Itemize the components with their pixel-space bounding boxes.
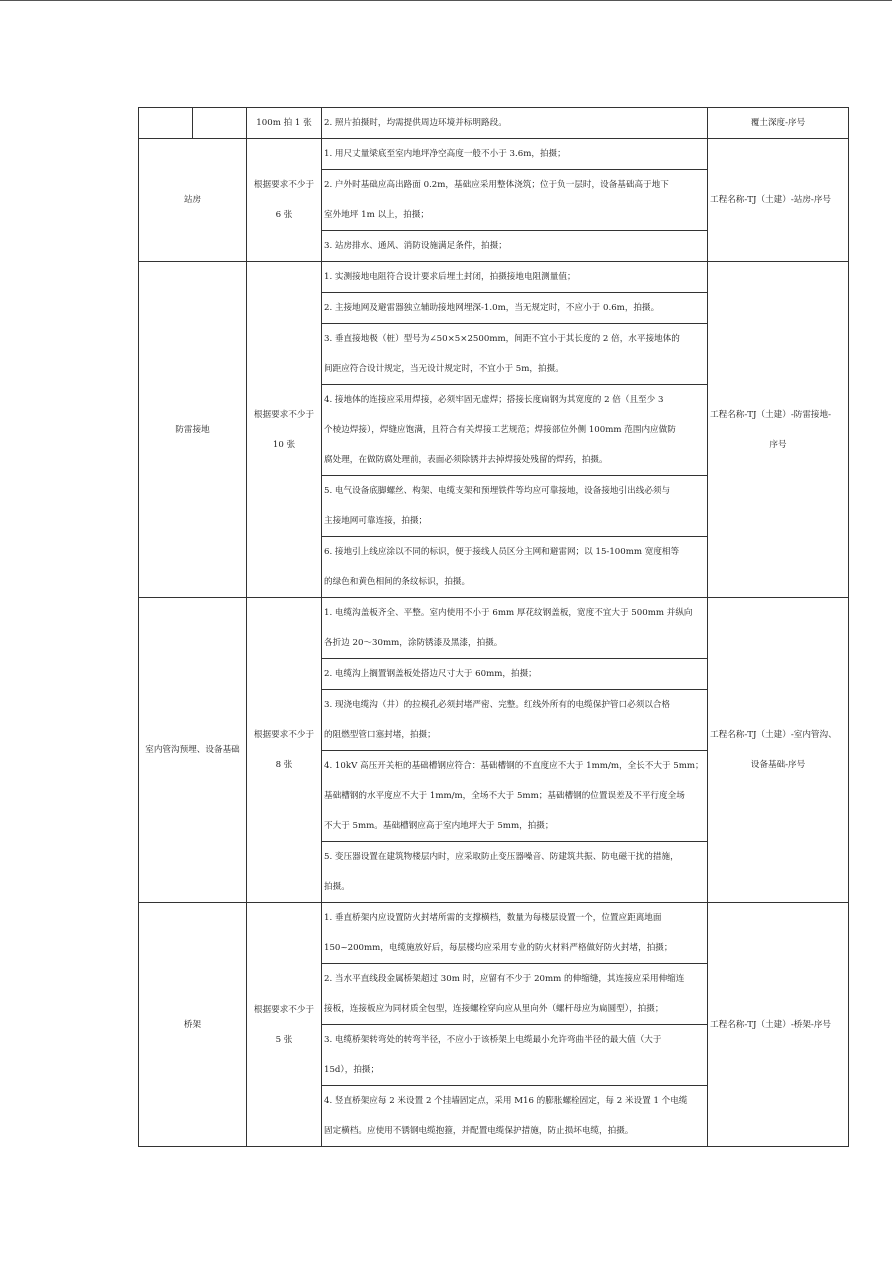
category-cell-empty — [139, 108, 193, 139]
count-line: 10 张 — [272, 439, 296, 450]
requirement-cell — [322, 1025, 708, 1086]
naming-cell — [708, 903, 849, 1147]
requirement-cell — [322, 690, 708, 751]
naming-cell: 覆土深度-序号 — [708, 108, 849, 139]
naming-cell — [708, 139, 849, 262]
requirement-cell — [322, 598, 708, 659]
requirement-line: 个棱边焊接），焊缝应饱满，且符合有关焊接工艺规范；焊接部位外侧 100mm 范围内应做防 — [324, 425, 676, 435]
requirement-line: 2. 户外时基础应高出路面 0.2m，基础应采用整体浇筑；位于负一层时，设备基础高于地下 — [324, 180, 669, 190]
requirement-cell — [322, 385, 708, 476]
requirement-line: 2. 电缆沟上搁置钢盖板处搭边尺寸大于 60mm，拍摄； — [324, 669, 537, 679]
naming-cell — [708, 598, 849, 903]
requirement-cell — [322, 324, 708, 385]
count-line: 5 张 — [275, 1034, 293, 1045]
requirement-line: 3. 现浇电缆沟（井）的拉模孔必须封堵严密、完整。红线外所有的电缆保护管口必须以合格 — [324, 700, 671, 710]
requirement-line: 2. 当水平直线段金属桥架超过 30m 时，应留有不少于 20mm 的伸缩缝，其连接应采用伸缩连 — [324, 974, 685, 984]
category-cell: 站房 — [139, 139, 247, 262]
requirement-cell — [322, 903, 708, 964]
category-cell: 防雷接地 — [139, 262, 247, 598]
naming-line: 设备基础-序号 — [750, 760, 806, 770]
requirement-line: 15d），拍摄； — [324, 1065, 380, 1075]
photo-requirement-table — [138, 107, 849, 1147]
count-line: 根据要求不少于 — [253, 409, 315, 420]
naming-cell — [708, 262, 849, 598]
table-row — [139, 598, 849, 659]
count-line: 6 张 — [275, 210, 293, 220]
requirement-cell — [322, 1086, 708, 1147]
requirement-cell — [322, 842, 708, 903]
requirement-line: 4. 竖直桥架应每 2 米设置 2 个挂墙固定点，采用 M16 的膨胀螺栓固定，每 2 米设置 1 个电缆 — [324, 1096, 688, 1106]
requirement-cell — [322, 659, 708, 690]
requirement-line: 4. 接地体的连接应采用焊接，必须牢固无虚焊；搭接长度扁钢为其宽度的 2 倍（且至少 3 — [324, 395, 664, 405]
requirement-line: 腐处理，在做防腐处理前，表面必须除锈并去掉焊接处残留的焊药，拍摄。 — [324, 455, 608, 465]
requirement-line: 基础槽钢的水平度应不大于 1mm/m，全场不大于 5mm；基础槽钢的位置误差及不平行度全场 — [324, 791, 685, 801]
requirement-cell — [322, 139, 708, 170]
category-cell: 室内管沟预埋、设备基础 — [139, 598, 247, 903]
page-top-rule — [0, 0, 892, 1]
requirement-line: 固定横档。应使用不锈钢电缆抱箍，并配置电缆保护措施，防止损坏电缆，拍摄。 — [324, 1126, 634, 1136]
count-line: 根据要求不少于 — [253, 180, 315, 190]
requirement-cell — [322, 751, 708, 842]
naming-line: 序号 — [769, 439, 787, 450]
table-row — [139, 903, 849, 964]
count-cell — [247, 598, 322, 903]
requirement-line: 3. 垂直接地极（桩）型号为∠50×5×2500mm，间距不宜小于其长度的 2 倍，水平接地体的 — [324, 334, 680, 344]
requirement-line: 的绿色和黄色相间的条纹标识，拍摄。 — [324, 577, 471, 587]
table-row-continued — [139, 108, 849, 139]
count-line: 8 张 — [275, 760, 293, 770]
requirement-line: 各折边 20～30mm，涂防锈漆及黑漆，拍摄。 — [324, 638, 503, 648]
requirement-line: 3. 站房排水、通风、消防设施满足条件，拍摄； — [324, 241, 507, 251]
count-line: 根据要求不少于 — [253, 1004, 315, 1015]
requirement-line: 2. 主接地网及避雷器独立辅助接地网埋深-1.0m，当无规定时，不应小于 0.6m，拍摄。 — [324, 303, 660, 313]
requirement-line: 的阻燃型管口塞封堵，拍摄； — [324, 730, 436, 740]
requirement-line: 5. 电气设备底脚螺丝、构架、电缆支架和预埋铁件等均应可靠接地，设备接地引出线必须与 — [324, 486, 671, 496]
requirement-cell — [322, 964, 708, 1025]
requirement-line: 1. 实测接地电阻符合设计要求后埋土封闭，拍摄接地电阻测量值； — [324, 272, 576, 282]
requirement-line: 拍摄。 — [324, 882, 350, 892]
naming-line: 工程名称-TJ（土建）-室内管沟、 — [710, 730, 837, 740]
naming-line: 工程名称-TJ（土建）-站房-序号 — [710, 195, 832, 205]
requirement-cell — [322, 262, 708, 293]
subcategory-cell-empty — [193, 108, 247, 139]
naming-line: 工程名称-TJ（土建）-桥架-序号 — [710, 1019, 832, 1030]
requirement-line: 1. 垂直桥架内应设置防火封堵所需的支撑横档，数量为每楼层设置一个，位置应距离地面 — [324, 913, 662, 923]
requirement-line: 5. 变压器设置在建筑物楼层内时，应采取防止变压器噪音、防建筑共振、防电磁干扰的措施， — [324, 852, 679, 862]
requirement-cell — [322, 476, 708, 537]
requirement-line: 间距应符合设计规定，当无设计规定时，不宜小于 5m，拍摄。 — [324, 364, 564, 374]
count-cell — [247, 903, 322, 1147]
requirement-line: 4. 10kV 高压开关柜的基础槽钢应符合：基础槽钢的不直度应不大于 1mm/m，全长不大于 5mm； — [324, 761, 704, 771]
category-cell: 桥架 — [139, 903, 247, 1147]
requirement-line: 主接地网可靠连接，拍摄； — [324, 516, 428, 526]
requirement-cell — [322, 537, 708, 598]
requirement-line: 接板，连接板应为同材质全包型，连接螺栓穿向应从里向外（螺杆母应为扁圆型），拍摄； — [324, 1004, 664, 1014]
requirement-line: 1. 用尺丈量梁底至室内地坪净空高度一般不小于 3.6m，拍摄； — [324, 149, 566, 159]
requirement-line: 1. 电缆沟盖板齐全、平整。室内使用不小于 6mm 厚花纹钢盖板，宽度不宜大于 500mm 并纵向 — [324, 608, 693, 618]
requirement-cell — [322, 231, 708, 262]
requirement-cell — [322, 170, 708, 231]
requirement-line: 不大于 5mm。基础槽钢应高于室内地坪大于 5mm，拍摄； — [324, 821, 554, 831]
table-row — [139, 139, 849, 170]
count-cell — [247, 139, 322, 262]
count-line: 根据要求不少于 — [253, 730, 315, 740]
requirement-line: 6. 接地引上线应涂以不同的标识，便于接线人员区分主网和避雷网；以 15-100mm 宽度相等 — [324, 547, 680, 557]
requirement-cell: 2. 照片拍摄时，均需提供周边环境并标明路段。 — [322, 108, 708, 139]
table-row — [139, 262, 849, 293]
naming-line: 工程名称-TJ（土建）-防雷接地- — [710, 409, 832, 420]
requirement-line: 150~200mm，电缆施放好后，每层楼均应采用专业的防火材料严格做好防火封堵，拍摄； — [324, 943, 673, 953]
requirement-line: 室外地坪 1m 以上，拍摄； — [324, 210, 430, 220]
requirement-line: 3. 电缆桥架转弯处的转弯半径，不应小于该桥架上电缆最小允许弯曲半径的最大值（大于 — [324, 1035, 662, 1045]
count-cell — [247, 262, 322, 598]
requirement-cell — [322, 293, 708, 324]
count-cell: 100m 拍 1 张 — [247, 108, 322, 139]
